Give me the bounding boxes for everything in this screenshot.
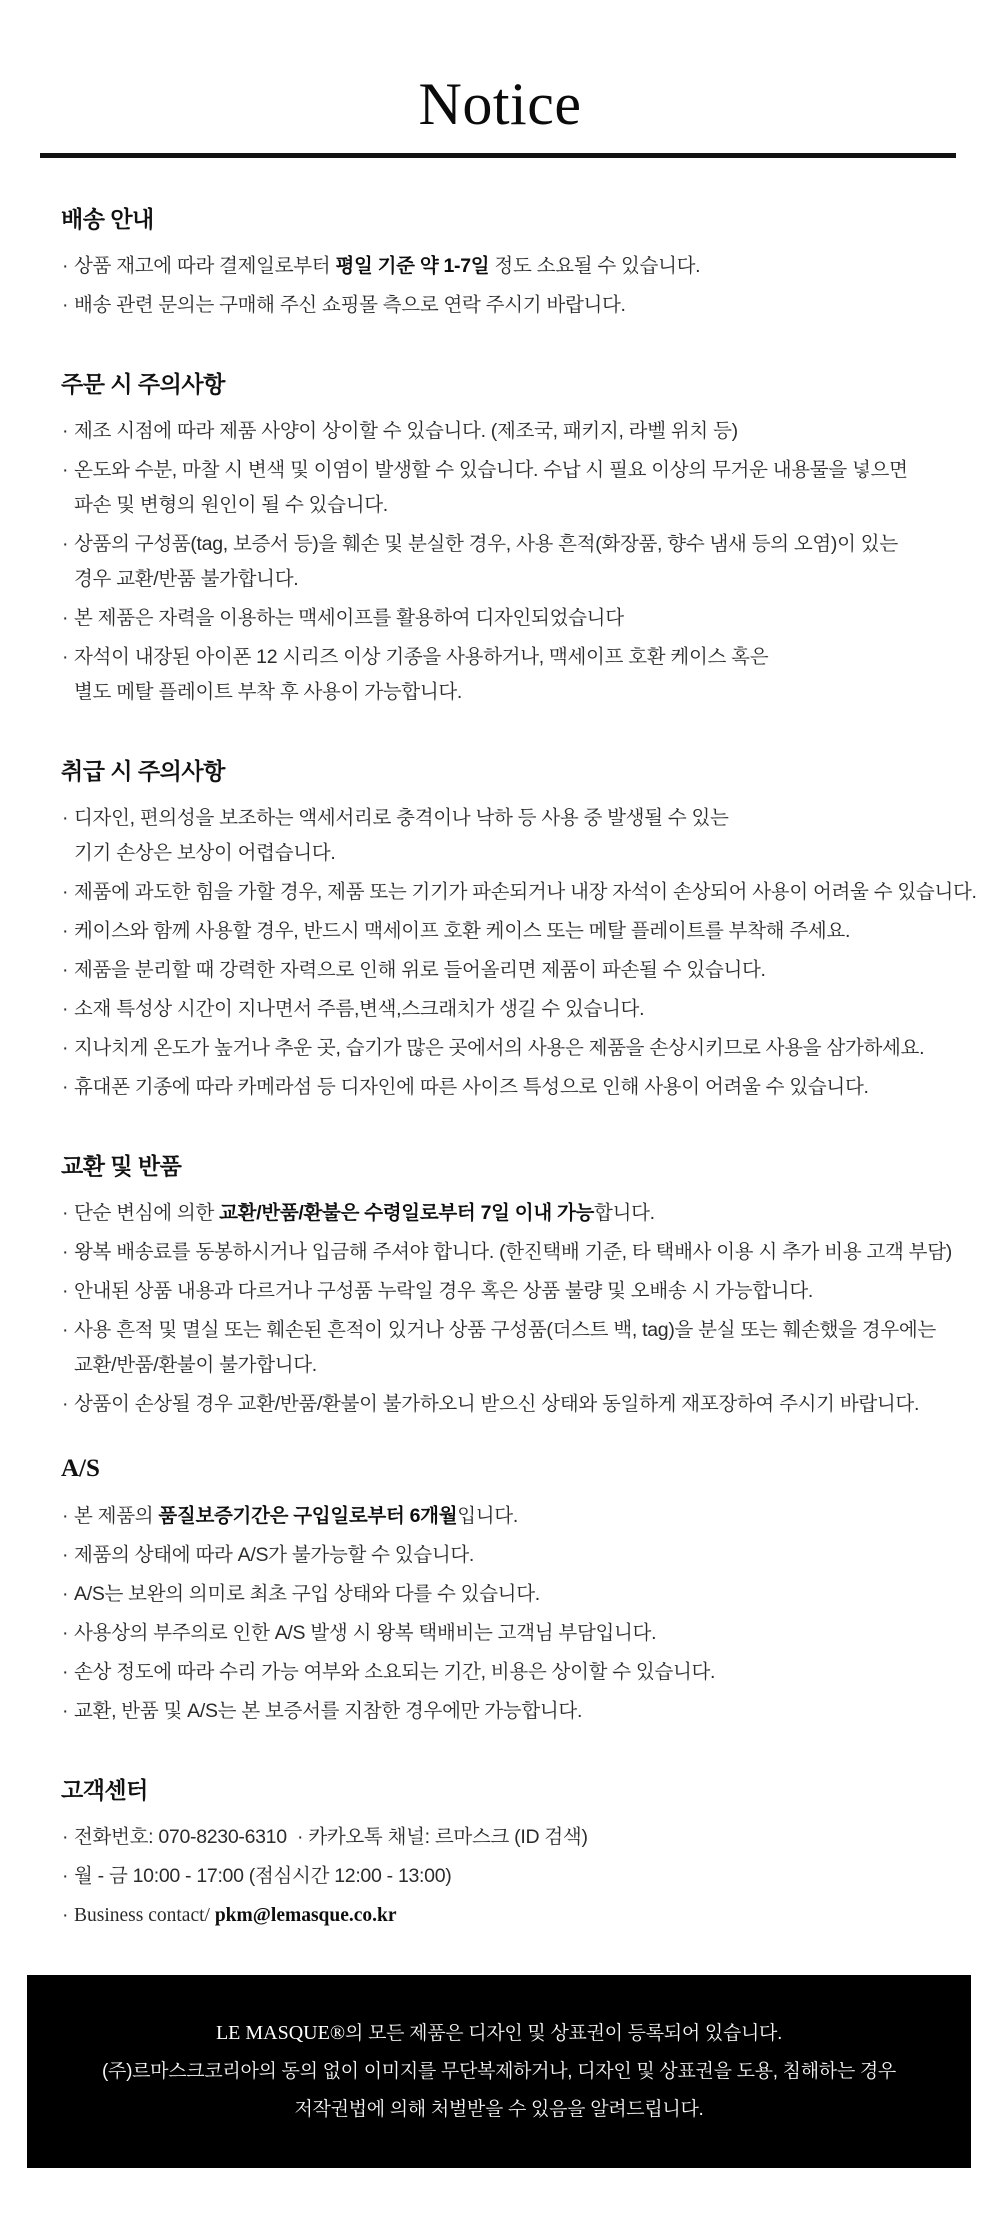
- notice-item: [61, 1820, 966, 1855]
- text-segment: 품질보증기간은 구입일로부터 6개월: [158, 1505, 458, 1527]
- notice-item: [61, 1313, 966, 1383]
- bullet-dot: ·: [62, 420, 69, 442]
- notice-item: [61, 527, 966, 597]
- text-segment: 상품 재고에 따라 결제일로부터: [74, 255, 336, 277]
- text-segment: 제품을 분리할 때 강력한 자력으로 인해 위로 들어올리면 제품이 파손될 수 있습니다.: [74, 959, 766, 981]
- notice-item: [61, 1235, 966, 1270]
- notice-line: [61, 488, 966, 523]
- notice-line: [61, 640, 966, 675]
- bullet-dot: ·: [62, 920, 69, 942]
- section-heading-shipping-info: 배송 안내: [61, 206, 154, 232]
- notice-line: [61, 1577, 966, 1612]
- text-segment: 교환/반품/환불은 수령일로부터 7일 이내 가능: [219, 1202, 595, 1224]
- notice-line: [61, 288, 966, 323]
- notice-item: [61, 1499, 966, 1534]
- text-segment: 저작권법에 의해 처벌받을 수 있음을 알려드립니다.: [294, 2099, 704, 2120]
- notice-line: [61, 1499, 966, 1534]
- footer-line: [27, 2091, 971, 2129]
- section-handling-precautions: [61, 756, 977, 1105]
- text-segment: 디자인, 편의성을 보조하는 액세서리로 충격이나 낙하 등 사용 중 발생될 수 있는: [74, 807, 729, 829]
- section-heading-after-service: A/S: [61, 1455, 100, 1482]
- bullet-dot: ·: [62, 1583, 69, 1605]
- section-after-service: [61, 1454, 966, 1729]
- bullet-dot: ·: [62, 459, 69, 481]
- notice-item: [61, 1196, 966, 1231]
- bullet-dot: ·: [62, 533, 69, 555]
- notice-item: [61, 1577, 966, 1612]
- notice-item: [61, 1616, 966, 1651]
- text-segment: 상품이 손상될 경우 교환/반품/환불이 불가하오니 받으신 상태와 동일하게 재포장하여 주시기 바랍니다.: [74, 1393, 920, 1415]
- text-segment: 상품의 구성품(tag, 보증서 등)을 훼손 및 분실한 경우, 사용 흔적(화장품, 향수 냄새 등의 오염)이 있는: [74, 533, 898, 555]
- notice-line: [61, 414, 966, 449]
- section-heading-customer-center: 고객센터: [61, 1777, 148, 1803]
- bullet-dot: ·: [62, 1076, 69, 1098]
- text-segment: A/S는 보완의 의미로 최초 구입 상태와 다를 수 있습니다.: [74, 1583, 540, 1605]
- text-segment: (주)르마스크코리아의 동의 없이 이미지를 무단복제하거나, 디자인 및 상표권을 도용, 침해하는 경우: [102, 2061, 896, 2082]
- text-segment: 손상 정도에 따라 수리 가능 여부와 소요되는 기간, 비용은 상이할 수 있습니다.: [74, 1661, 716, 1683]
- text-segment: 케이스와 함께 사용할 경우, 반드시 맥세이프 호환 케이스 또는 메탈 플레이트를 부착해 주세요.: [74, 920, 851, 942]
- notice-line: [61, 875, 977, 910]
- text-segment: 안내된 상품 내용과 다르거나 구성품 누락일 경우 혹은 상품 불량 및 오배송 시 가능합니다.: [74, 1280, 813, 1302]
- bullet-dot: ·: [62, 1202, 69, 1224]
- notice-item: [61, 1031, 966, 1066]
- section-heading-handling-precautions: 취급 시 주의사항: [61, 758, 225, 784]
- notice-line: [61, 453, 966, 488]
- text-segment: 온도와 수분, 마찰 시 변색 및 이염이 발생할 수 있습니다. 수납 시 필요 이상의 무거운 내용물을 넣으면: [74, 459, 908, 481]
- text-segment: 배송 관련 문의는 구매해 주신 쇼핑몰 측으로 연락 주시기 바랍니다.: [74, 294, 626, 316]
- notice-item: [61, 1070, 966, 1105]
- notice-line: [61, 1070, 966, 1105]
- notice-item: [61, 1538, 966, 1573]
- bullet-dot: ·: [62, 1241, 69, 1263]
- bullet-dot: ·: [62, 294, 69, 316]
- notice-item: [61, 1859, 966, 1894]
- text-segment: 월 - 금 10:00 - 17:00 (점심시간 12:00 - 13:00): [74, 1865, 452, 1887]
- notice-item: [61, 914, 966, 949]
- text-segment: 제품의 상태에 따라 A/S가 불가능할 수 있습니다.: [74, 1544, 475, 1566]
- text-segment: 단순 변심에 의한: [74, 1202, 220, 1224]
- text-segment: 평일 기준 약 1-7일: [335, 255, 490, 277]
- notice-item: [61, 288, 966, 323]
- bullet-dot: ·: [62, 1037, 69, 1059]
- text-segment: 기기 손상은 보상이 어렵습니다.: [74, 842, 336, 864]
- notice-line: [61, 675, 966, 710]
- text-segment: 전화번호: 070-8230-6310 · 카카오톡 채널: 르마스크 (ID 검색): [74, 1826, 588, 1848]
- notice-item: [61, 601, 966, 636]
- notice-item: [61, 875, 977, 910]
- page-title: Notice: [418, 71, 582, 137]
- bullet-dot: ·: [62, 1826, 69, 1848]
- notice-item: [61, 992, 966, 1027]
- notice-line: [61, 1235, 966, 1270]
- footer-line: [27, 2053, 971, 2091]
- notice-line: [61, 992, 966, 1027]
- notice-line: [61, 1694, 966, 1729]
- bullet-dot: ·: [62, 1393, 69, 1415]
- notice-item: [61, 249, 966, 284]
- notice-line: [61, 1655, 966, 1690]
- text-segment: 의 모든 제품은 디자인 및 상표권이 등록되어 있습니다.: [345, 2023, 783, 2044]
- notice-line: [61, 1348, 966, 1383]
- notice-line: [61, 1313, 966, 1348]
- notice-item: [61, 1898, 966, 1933]
- notice-line: [61, 836, 966, 871]
- text-segment: 별도 메탈 플레이트 부착 후 사용이 가능합니다.: [74, 681, 463, 703]
- section-exchange-return: [61, 1151, 966, 1422]
- text-segment: 파손 및 변형의 원인이 될 수 있습니다.: [74, 494, 388, 516]
- notice-line: [61, 1538, 966, 1573]
- bullet-dot: ·: [62, 959, 69, 981]
- notice-line: [61, 1031, 966, 1066]
- notice-item: [61, 1387, 966, 1422]
- notice-line: [61, 1274, 966, 1309]
- bullet-dot: ·: [62, 1700, 69, 1722]
- notice-line: [61, 1196, 966, 1231]
- text-segment: 본 제품은 자력을 이용하는 맥세이프를 활용하여 디자인되었습니다: [74, 607, 624, 629]
- text-segment: 사용상의 부주의로 인한 A/S 발생 시 왕복 택배비는 고객님 부담입니다.: [74, 1622, 657, 1644]
- text-segment: 정도 소요될 수 있습니다.: [489, 255, 701, 277]
- notice-sections: [0, 204, 977, 1933]
- notice-line: [61, 1859, 966, 1894]
- notice-line: [61, 249, 966, 284]
- text-segment: 본 제품의: [74, 1505, 159, 1527]
- notice-line: [61, 914, 966, 949]
- section-customer-center: [61, 1775, 966, 1933]
- bullet-dot: ·: [62, 646, 69, 668]
- title-divider: [40, 153, 956, 158]
- text-segment: 사용 흔적 및 멸실 또는 훼손된 흔적이 있거나 상품 구성품(더스트 백, tag)을 분실 또는 훼손했을 경우에는: [74, 1319, 936, 1341]
- section-heading-exchange-return: 교환 및 반품: [61, 1153, 182, 1179]
- text-segment: 합니다.: [594, 1202, 655, 1224]
- bullet-dot: ·: [62, 1661, 69, 1683]
- notice-line: [61, 1616, 966, 1651]
- text-segment: Business contact/: [74, 1905, 215, 1926]
- bullet-dot: ·: [62, 1319, 69, 1341]
- text-segment: pkm@lemasque.co.kr: [214, 1905, 397, 1926]
- section-shipping-info: [61, 204, 966, 323]
- text-segment: 지나치게 온도가 높거나 추운 곳, 습기가 많은 곳에서의 사용은 제품을 손상시키므로 사용을 삼가하세요.: [74, 1037, 925, 1059]
- bullet-dot: ·: [62, 255, 69, 277]
- text-segment: 제품에 과도한 힘을 가할 경우, 제품 또는 기기가 파손되거나 내장 자석이 손상되어 사용이 어려울 수 있습니다.: [74, 881, 977, 903]
- footer-box: [27, 1975, 971, 2168]
- notice-item: [61, 1655, 966, 1690]
- bullet-dot: ·: [62, 1280, 69, 1302]
- text-segment: 왕복 배송료를 동봉하시거나 입금해 주셔야 합니다. (한진택배 기준, 타 택배사 이용 시 추가 비용 고객 부담): [74, 1241, 952, 1263]
- bullet-dot: ·: [62, 1865, 69, 1887]
- notice-item: [61, 453, 966, 523]
- notice-item: [61, 801, 966, 871]
- text-segment: 교환, 반품 및 A/S는 본 보증서를 지참한 경우에만 가능합니다.: [74, 1700, 583, 1722]
- text-segment: 휴대폰 기종에 따라 카메라섬 등 디자인에 따른 사이즈 특성으로 인해 사용이 어려울 수 있습니다.: [74, 1076, 869, 1098]
- notice-line: [61, 953, 966, 988]
- text-segment: LE MASQUE®: [215, 2022, 346, 2044]
- notice-item: [61, 640, 966, 710]
- text-segment: 경우 교환/반품 불가합니다.: [74, 568, 299, 590]
- notice-item: [61, 1274, 966, 1309]
- bullet-dot: ·: [62, 998, 69, 1020]
- notice-line: [61, 562, 966, 597]
- notice-line: [61, 1820, 966, 1855]
- notice-line: [61, 601, 966, 636]
- notice-line: [61, 527, 966, 562]
- footer-line: [27, 2014, 971, 2053]
- bullet-dot: ·: [62, 607, 69, 629]
- bullet-dot: ·: [62, 807, 69, 829]
- text-segment: 자석이 내장된 아이폰 12 시리즈 이상 기종을 사용하거나, 맥세이프 호환 케이스 혹은: [74, 646, 769, 668]
- notice-line: [61, 1898, 966, 1933]
- notice-line: [61, 1387, 966, 1422]
- bullet-dot: ·: [62, 881, 69, 903]
- bullet-dot: ·: [62, 1505, 69, 1527]
- notice-item: [61, 953, 966, 988]
- section-order-precautions: [61, 369, 966, 710]
- text-segment: 제조 시점에 따라 제품 사양이 상이할 수 있습니다. (제조국, 패키지, 라벨 위치 등): [74, 420, 738, 442]
- text-segment: 입니다.: [457, 1505, 518, 1527]
- notice-item: [61, 1694, 966, 1729]
- section-heading-order-precautions: 주문 시 주의사항: [61, 371, 225, 397]
- bullet-dot: ·: [62, 1622, 69, 1644]
- text-segment: 교환/반품/환불이 불가합니다.: [74, 1354, 317, 1376]
- text-segment: 소재 특성상 시간이 지나면서 주름,변색,스크래치가 생길 수 있습니다.: [74, 998, 645, 1020]
- notice-item: [61, 414, 966, 449]
- bullet-dot: ·: [62, 1544, 69, 1566]
- bullet-dot: ·: [62, 1904, 69, 1926]
- notice-line: [61, 801, 966, 836]
